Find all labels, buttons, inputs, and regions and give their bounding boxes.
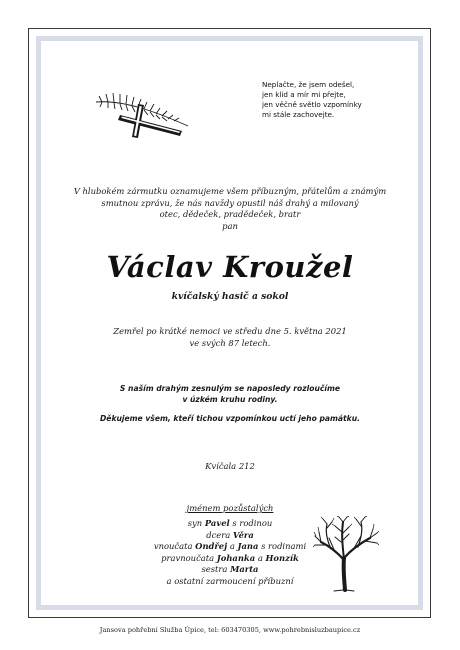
death-notice bbox=[0, 326, 460, 349]
farewell-line: S naším drahým zesnulým se naposledy rozloučíme bbox=[119, 384, 341, 393]
announcement-intro bbox=[0, 186, 460, 232]
family-row: syn Pavel s rodinou bbox=[187, 518, 273, 528]
quote-line: jen věčně světlo vzpomínky bbox=[262, 100, 362, 109]
intro-line: pan bbox=[222, 220, 238, 231]
quote-line: mi stále zachovejte. bbox=[262, 110, 335, 119]
family-row: sestra Marta bbox=[201, 564, 259, 575]
death-notice-line: ve svých 87 letech. bbox=[189, 337, 271, 348]
signers-heading: jménem pozůstalých bbox=[186, 503, 274, 513]
funeral-service-footer: Jansova pohřební Služba Úpice, tel: 603470305, www.pohrebnisluzbaupice.cz bbox=[99, 626, 361, 634]
deceased-subtitle: kvíčalský hasič a sokol bbox=[171, 291, 289, 302]
death-notice-line: Zemřel po krátké nemoci ve středu dne 5. května 2021 bbox=[113, 326, 347, 336]
family-row: dcera Věra bbox=[206, 529, 254, 540]
family-list bbox=[0, 518, 460, 588]
home-address: Kvíčala 212 bbox=[205, 461, 255, 471]
intro-line: otec, dědeček, pradědeček, bratr bbox=[159, 209, 301, 220]
farewell-line: v úzkém kruhu rodiny. bbox=[182, 395, 278, 404]
intro-line: V hlubokém zármutku oznamujeme všem příbuzným, přátelům a známým bbox=[73, 186, 387, 196]
quote-line: Neplačte, že jsem odešel, bbox=[262, 80, 355, 89]
quote-line: jen klid a mír mi přejte, bbox=[262, 90, 346, 99]
bare-tree-icon bbox=[313, 516, 379, 592]
family-row: pravnoučata Johanka a Honzík bbox=[161, 552, 299, 563]
memorial-quote bbox=[262, 80, 422, 120]
intro-line: smutnou zprávu, že nás navždy opustil náš drahý a milovaný bbox=[101, 197, 359, 208]
thanks-note: Děkujeme všem, kteří tichou vzpomínkou uctí jeho památku. bbox=[99, 414, 361, 423]
deceased-name: Václav Kroužel bbox=[106, 250, 354, 284]
farewell-notice bbox=[0, 383, 460, 405]
family-row: vnoučata Ondřej a Jana s rodinami bbox=[153, 541, 307, 552]
family-row: a ostatní zarmoucení příbuzní bbox=[166, 575, 294, 586]
cross-with-palm-branch-icon bbox=[92, 86, 192, 142]
